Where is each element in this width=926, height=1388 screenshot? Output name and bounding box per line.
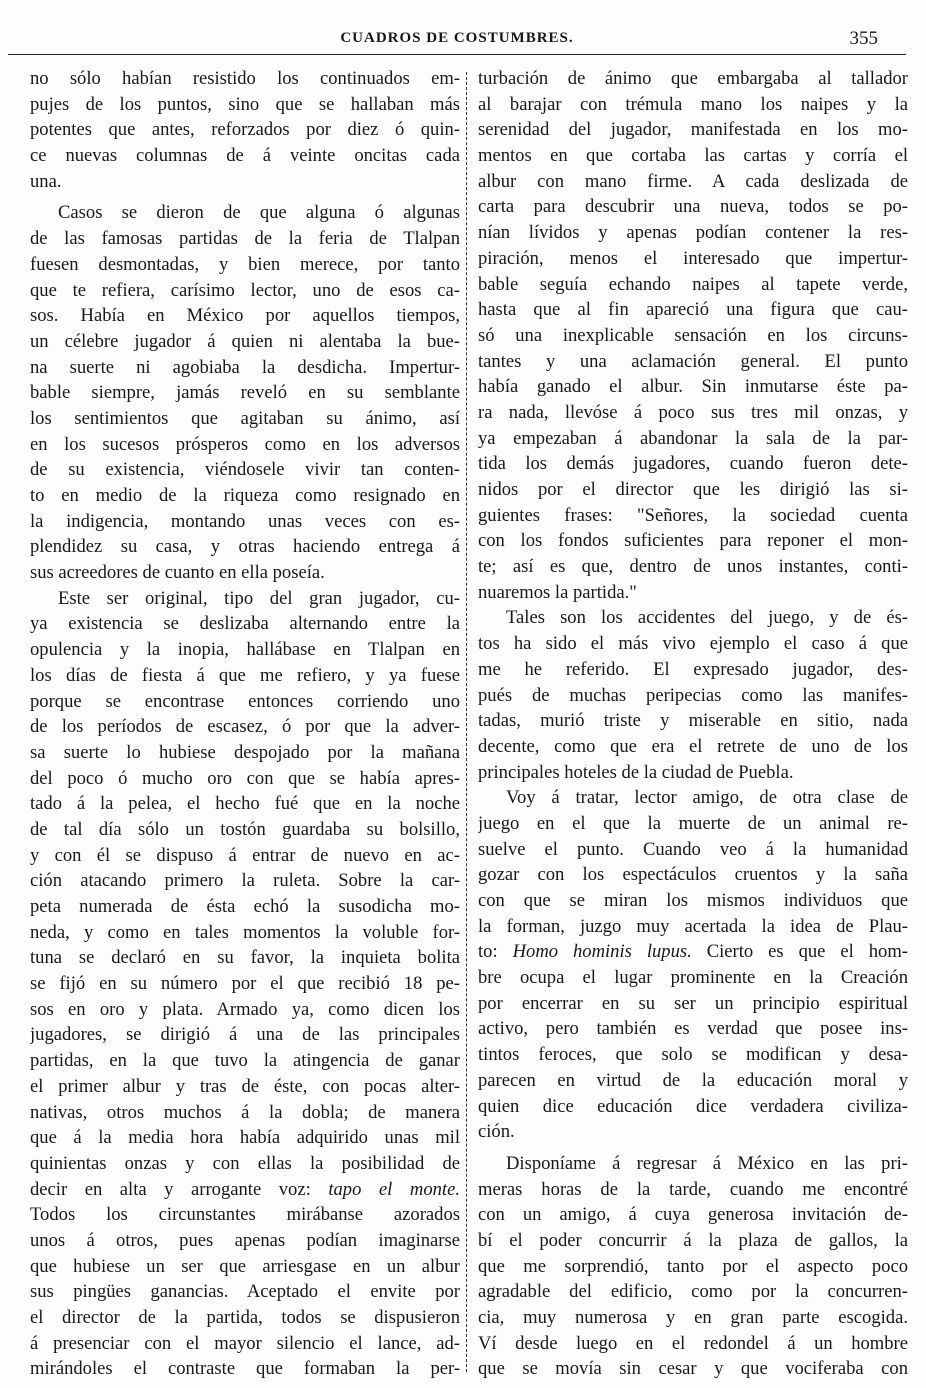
text-line: nidos por el director que les dirigió las si-	[478, 479, 908, 500]
text-line: plendidez su casa, y otras haciendo entrega á	[30, 536, 460, 558]
text-line: fuesen desmontadas, y bien merece, por tanto	[30, 253, 460, 275]
paragraph-start-line: Voy á tratar, lector amigo, de otra clase de	[506, 787, 908, 809]
text-line: el director de la partida, todos se dispusieron	[30, 1307, 460, 1328]
paragraph-start-line: Disponíame á regresar á México en las pri-	[506, 1152, 908, 1174]
text-line: tuna se declaró en su favor, la inquieta bolita	[30, 947, 460, 969]
text-line: sos en oro y plata. Armado ya, como dicen los	[30, 998, 460, 1020]
text-line: de tal día sólo un tostón guardaba su bolsillo,	[30, 818, 460, 840]
text-line: opulencia y la inopia, hallábase en Tlalpan en	[30, 639, 460, 661]
column-divider	[466, 72, 467, 1372]
paragraph-start-line: Casos se dieron de que alguna ó algunas	[58, 202, 460, 224]
text-line: tadas, murió triste y miserable en sitio, nada	[478, 710, 908, 732]
italic-phrase: Homo hominis lupus.	[512, 941, 692, 963]
text-line: guientes frases: "Señores, la sociedad cuenta	[478, 504, 908, 526]
text-line: una.	[30, 170, 62, 192]
text-line: decente, como que era el retrete de uno de los	[478, 735, 908, 757]
text-line: de su existencia, viéndosele vivir tan conten-	[30, 459, 460, 481]
text-line: me he referido. El expresado jugador, des-	[478, 658, 908, 680]
text-line: Ví desde luego en el redondel á un hombre	[478, 1332, 908, 1354]
text-line: tado á la pelea, el hecho fué que en la noche	[30, 793, 460, 815]
text-line: neda, y como en tales momentos la voluble for-	[30, 921, 460, 943]
text-line: tida los demás jugadores, cuando fueron dete-	[478, 453, 908, 475]
text-line: bí el poder concurrir á la plaza de gallos, la	[478, 1229, 908, 1251]
text-line: con un amigo, á cuya generosa invitación de-	[478, 1204, 908, 1226]
text-line: al barajar con trémula mano los naipes y la	[478, 93, 908, 115]
text-line: te; así es que, dentro de unos instantes, conti-	[478, 556, 908, 578]
text-line: tos ha sido el más vivo ejemplo el caso á que	[478, 633, 908, 655]
text-line: carta para descubrir una nueva, todos se po-	[478, 196, 908, 218]
text-line: quinientas onzas y con ellas la posibilidad de	[30, 1152, 460, 1174]
running-header	[8, 28, 906, 55]
text-line: suelve el punto. Cuando veo á la humanidad	[478, 838, 908, 860]
text-line: y con él se dispuso á entrar de nuevo en ac-	[30, 844, 460, 866]
text-line: no sólo habían resistido los continuados em-	[30, 68, 460, 89]
text-segment: to:	[478, 941, 498, 963]
text-line: del poco ó mucho oro con que se había apres-	[30, 767, 460, 789]
text-line: mentos en que cortaba las cartas y corría el	[478, 145, 908, 167]
text-line: unos á otros, pues apenas podían imaginarse	[30, 1229, 460, 1251]
text-line: que te refiera, carísimo lector, uno de esos ca-	[30, 279, 460, 301]
text-line: ya existencia se deslizaba alternando entre la	[30, 613, 460, 635]
text-line: de los períodos de escasez, ó por que la adver-	[30, 716, 460, 738]
text-line: mirándoles el contraste que formaban la per-	[30, 1358, 460, 1380]
text-line: só una inexplicable sensación en los circuns-	[478, 324, 908, 346]
text-line: sos. Había en México por aquellos tiempos,	[30, 305, 460, 327]
text-line: nuaremos la partida."	[478, 581, 637, 603]
paragraph-start-line: Tales son los accidentes del juego, y de és-	[506, 607, 908, 629]
text-line: jugadores, se dirigió á una de las principales	[30, 1024, 460, 1046]
text-line: sus acreedores de cuanto en ella poseía.	[30, 562, 325, 584]
left-column	[30, 66, 460, 1382]
text-line: parecen en virtud de la educación moral y	[478, 1069, 908, 1091]
text-line: un célebre jugador á quien ni alentaba la bue-	[30, 330, 460, 352]
text-line: la indigencia, montando unas veces con es-	[30, 510, 460, 532]
text-line: juego en el que la muerte de un animal re-	[478, 812, 908, 834]
text-line: to en medio de la riqueza como resignado en	[30, 485, 460, 506]
text-line: nativas, otros muchos á la dobla; de manera	[30, 1101, 460, 1123]
text-line: hasta que al fin apareció una figura que cau-	[478, 299, 908, 321]
text-line: en los sucesos prósperos como en los adversos	[30, 433, 460, 455]
page-number: 355	[849, 28, 878, 49]
text-line: partidas, en la que tuvo la atingencia de ganar	[30, 1050, 460, 1072]
running-title: CUADROS DE COSTUMBRES.	[340, 30, 574, 46]
text-line: albur con mano firme. A cada deslizada de	[478, 170, 908, 192]
text-line: que hubiese un ser que arriesgase en un albur	[30, 1255, 460, 1277]
text-line: que me sorprendió, tanto por el aspecto poco	[478, 1255, 908, 1277]
text-line: potentes que antes, reforzados por diez ó quin-	[30, 119, 460, 141]
italic-phrase: tapo el monte.	[328, 1178, 460, 1200]
text-line-with-italic	[478, 939, 908, 965]
right-column	[478, 66, 908, 1382]
text-line: con los fondos suficientes para reponer el mon-	[478, 530, 908, 552]
text-line: cia, muy numerosa y en gran parte escogida.	[478, 1307, 908, 1328]
text-line: sa suerte lo hubiese despojado por la mañana	[30, 741, 460, 763]
text-segment: decir en alta y arrogante voz:	[30, 1178, 311, 1200]
paragraph-start-line: Este ser original, tipo del gran jugador, cu-	[58, 587, 460, 609]
text-line: agradable del edificio, como por la concurren-	[478, 1281, 908, 1303]
text-line: se fijó en su número por el que recibió 18 pe-	[30, 973, 460, 995]
text-line: había ganado el albur. Sin inmutarse éste pa-	[478, 376, 908, 398]
text-line: ya empezaban á abandonar la sala de la par-	[478, 427, 908, 449]
text-line: la forman, juzgo muy acertada la idea de Plau-	[478, 915, 908, 937]
text-line: bre ocupa el lugar prominente en la Creación	[478, 967, 908, 989]
text-line: que se movía sin cesar y que vociferaba con	[478, 1358, 908, 1380]
text-line: turbación de ánimo que embargaba al tallador	[478, 68, 908, 89]
text-line: porque se encontrase entonces corriendo uno	[30, 690, 460, 712]
text-line: piración, menos el interesado que impertur-	[478, 247, 908, 269]
text-segment: Cierto es que el hom-	[706, 941, 908, 963]
text-line: nían lívidos y apenas podían contener la res-	[478, 222, 908, 244]
text-line: el primer albur y tras de éste, con pocas alter-	[30, 1075, 460, 1097]
text-line: los días de fiesta á que me refiero, y ya fuese	[30, 664, 460, 686]
text-line: gozar con los espectáculos cruentos y la saña	[478, 864, 908, 886]
text-line: activo, pero también es verdad que posee ins-	[478, 1018, 908, 1040]
text-line: que á la media hora había adquirido unas mil	[30, 1127, 460, 1149]
text-line: peta numerada de ésta echó la susodicha mo-	[30, 896, 460, 917]
text-line: pujes de los puntos, sino que se hallaban más	[30, 93, 460, 115]
text-line: de las famosas partidas de la feria de Tlalpan	[30, 228, 460, 250]
text-line: con que se miran los mismos individuos que	[478, 890, 908, 911]
text-line: Todos los circunstantes mirábanse azorados	[30, 1204, 460, 1226]
text-line: ción.	[478, 1121, 515, 1143]
text-line: tintos feroces, que solo se modifican y desa-	[478, 1044, 908, 1066]
text-line-with-italic	[30, 1177, 460, 1203]
text-line: ra nada, llevóse á poco sus tres mil onzas, y	[478, 401, 908, 423]
text-line: por encerrar en su ser un principio espiritual	[478, 992, 908, 1014]
text-line: los sentimientos que agitaban su ánimo, así	[30, 407, 460, 429]
text-line: meras horas de la tarde, cuando me encontré	[478, 1178, 908, 1200]
text-line: bable seguía echando naipes al tapete verde,	[478, 273, 908, 295]
text-line: ce nuevas columnas de á veinte oncitas cada	[30, 145, 460, 167]
text-line: serenidad del jugador, manifestada en los mo-	[478, 119, 908, 141]
text-line: principales hoteles de la ciudad de Puebla.	[478, 761, 794, 783]
text-line: quien dice educación dice verdadera civiliza-	[478, 1095, 908, 1117]
text-line: á presenciar con el mayor silencio el lance, ad-	[30, 1332, 460, 1354]
text-line: tantes y una aclamación general. El punto	[478, 350, 908, 372]
text-line: na suerte ni agobiaba la desdicha. Impertur-	[30, 356, 460, 378]
text-line: bable siempre, jamás reveló en su semblante	[30, 382, 460, 404]
text-line: pués de muchas peripecias como las manifes-	[478, 684, 908, 706]
text-line: sus pingües ganancias. Aceptado el envite por	[30, 1281, 460, 1303]
text-line: ción atacando primero la ruleta. Sobre la car-	[30, 870, 460, 892]
